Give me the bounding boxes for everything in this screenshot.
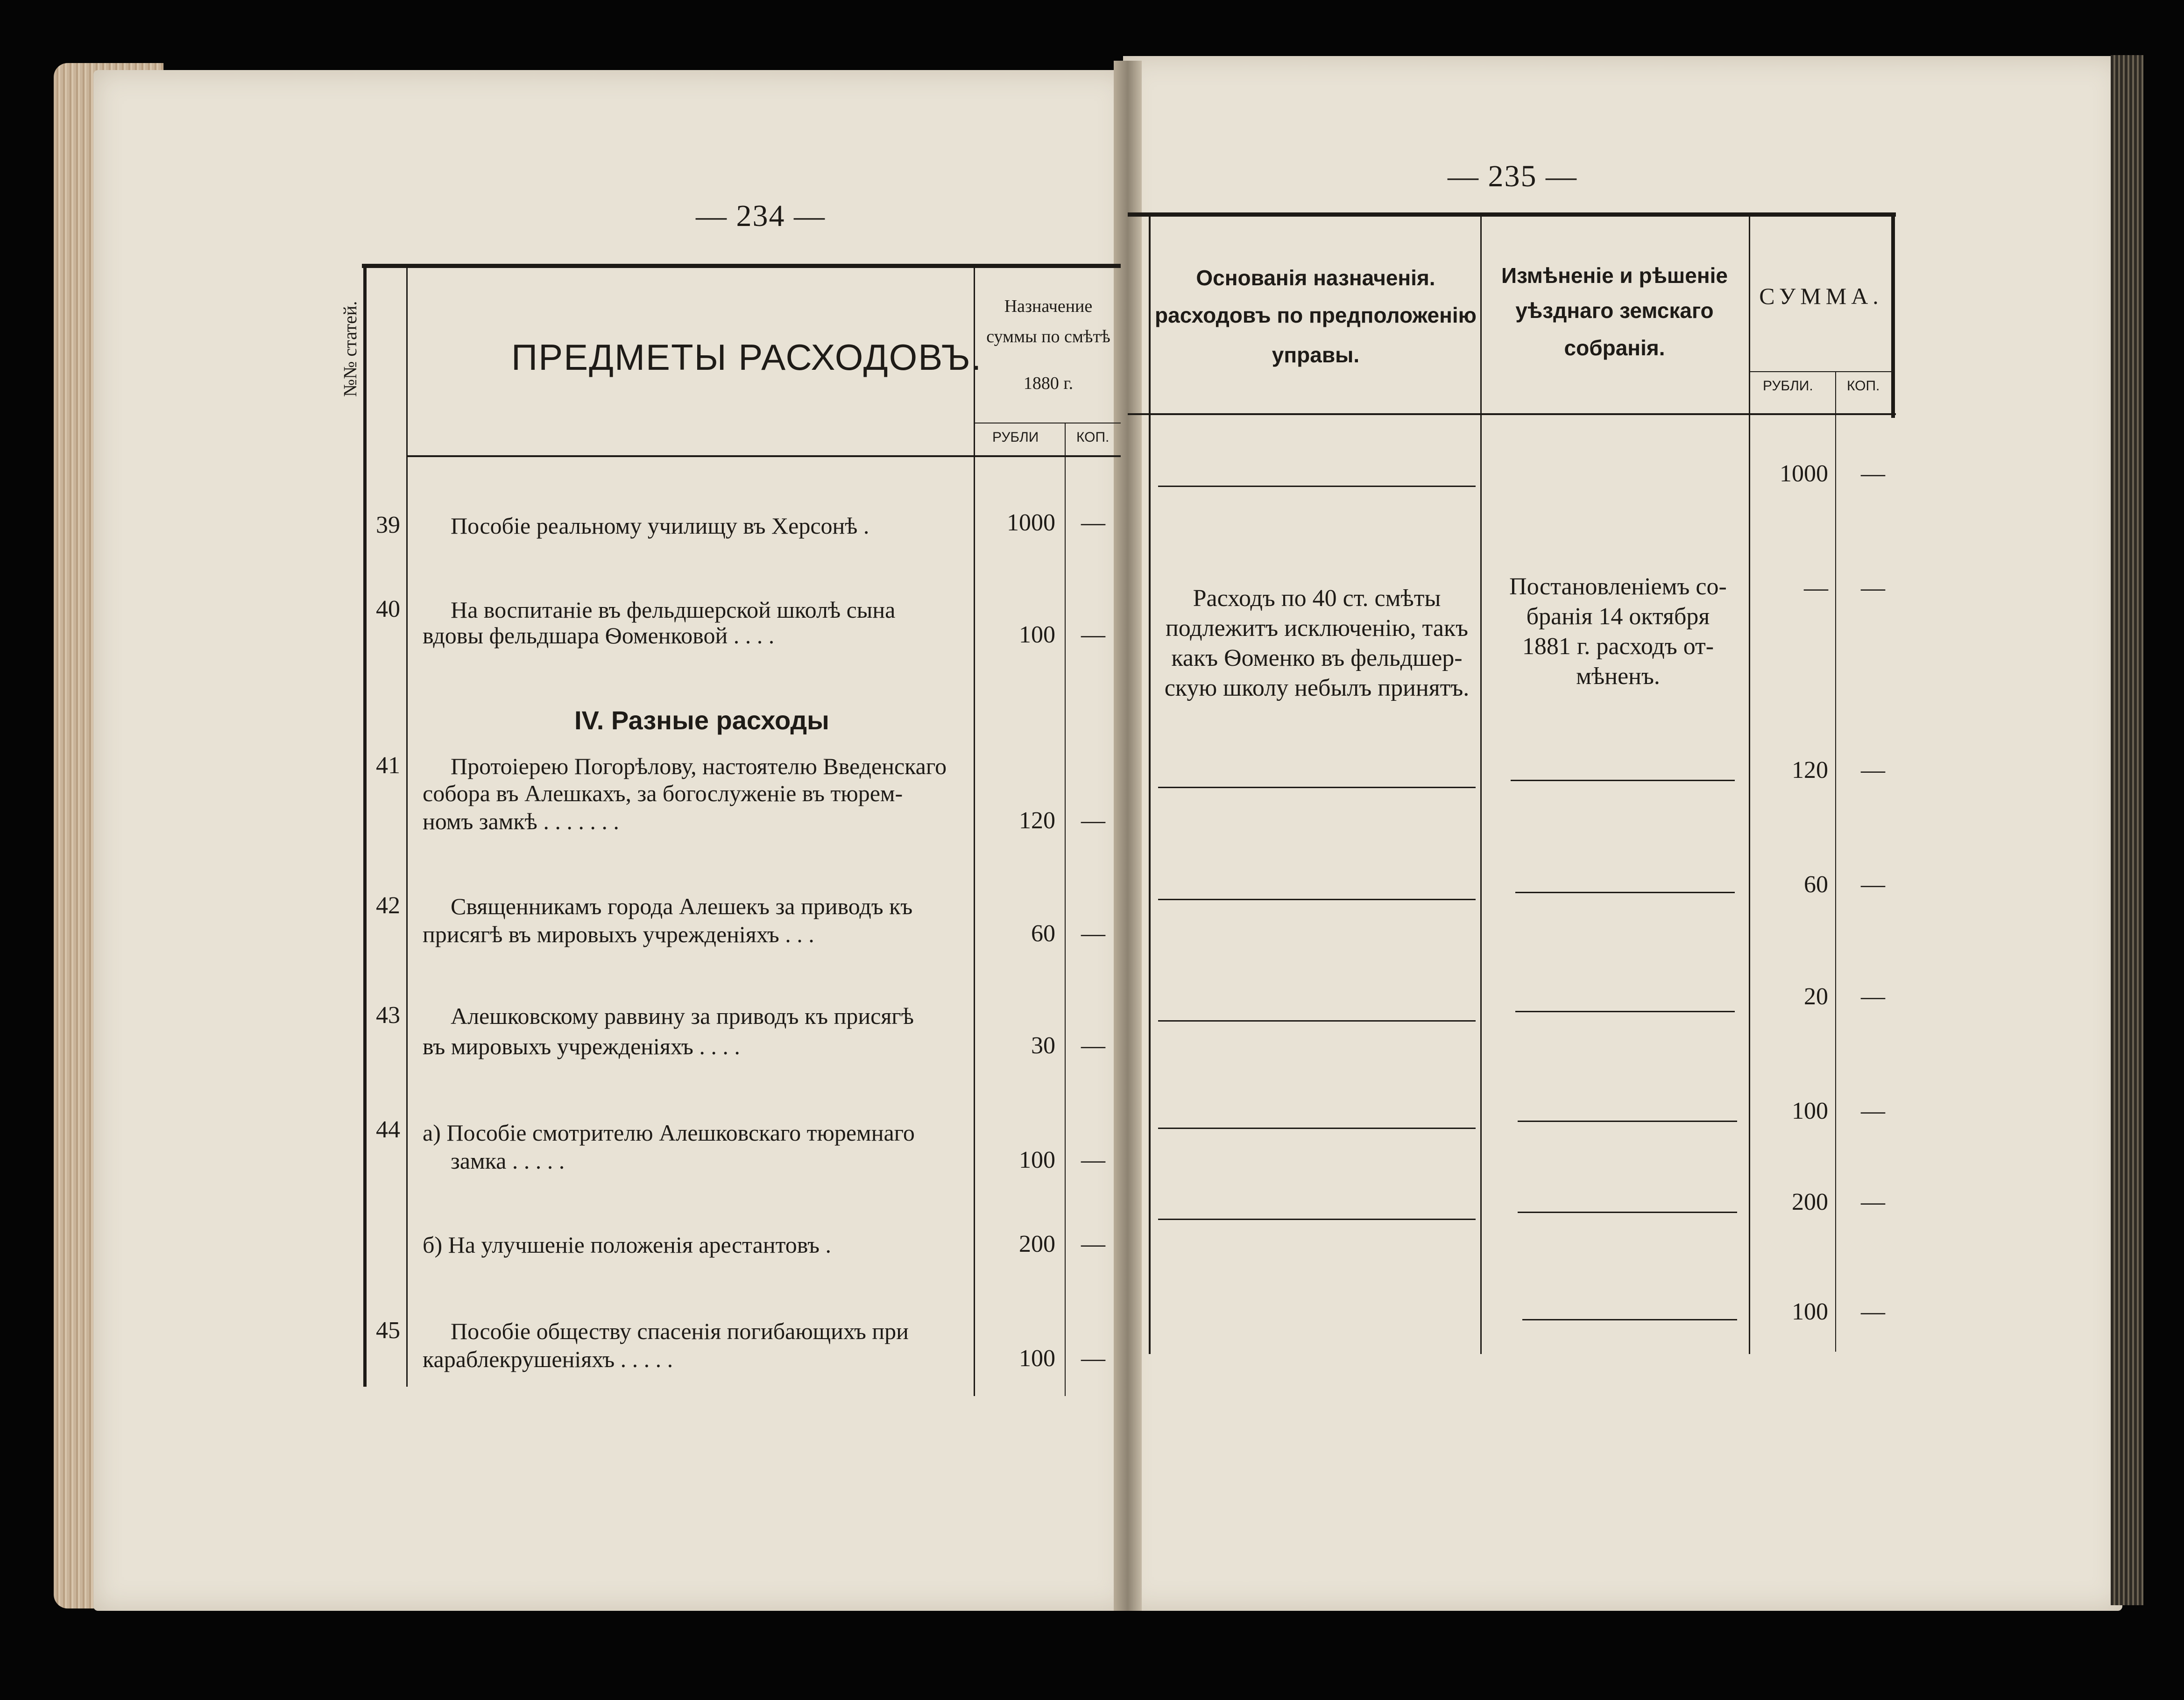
row-41-text-line1: Протоіерею Погорѣлову, настоятелю Введенскаго: [451, 753, 947, 779]
sum-row-2-kopeks: —: [1861, 575, 1885, 601]
row-44a-text-line1: а) Пособіе смотрителю Алешковскаго тюремнаго: [423, 1120, 915, 1146]
row-43-text-line2: въ мировыхъ учрежденіяхъ . . . .: [423, 1033, 740, 1059]
right-row-rule-6: [1158, 1219, 1476, 1220]
left-header-bottom-rule: [406, 455, 1121, 457]
sum-row-4-amount: 60: [1804, 871, 1828, 898]
right-col-divider-0: [1149, 215, 1151, 1354]
basis-note-line2: подлежитъ исключенію, такъ: [1165, 615, 1469, 642]
basis-note-line4: скую школу небылъ принятъ.: [1164, 675, 1470, 701]
sum-row-3-kopeks: —: [1861, 757, 1885, 783]
right-header-basis-line1: Основанія назначенія.: [1196, 266, 1435, 290]
row-44a-kopeks: —: [1081, 1147, 1105, 1173]
right-subheader-rule: [1749, 371, 1894, 372]
sum-row-1-kopeks: —: [1861, 460, 1885, 487]
right-header-change-line2: уѣзднаго земскаго: [1515, 298, 1714, 323]
left-table-outer-rule: [363, 266, 367, 1387]
row-42-amount: 60: [1031, 920, 1055, 947]
right-row-rule-3: [1158, 899, 1476, 900]
change-note-line4: мѣненъ.: [1576, 663, 1660, 690]
row-45-kopeks: —: [1081, 1345, 1105, 1372]
row-44a-text-line2: замка . . . . .: [451, 1148, 565, 1174]
row-39-amount: 1000: [1007, 509, 1055, 536]
left-col-divider-1: [406, 266, 408, 1387]
right-row-rule-4: [1158, 1020, 1476, 1022]
right-basis-note: [1158, 584, 1476, 703]
left-header-kopeks: КОП.: [1076, 430, 1110, 445]
right-row-rule-1: [1158, 486, 1476, 487]
row-41-text-line3: номъ замкѣ . . . . . . .: [423, 808, 619, 834]
change-note-line3: 1881 г. расходъ от-: [1522, 633, 1714, 660]
sum-row-5-kopeks: —: [1861, 983, 1885, 1010]
right-table-top-rule: [1128, 212, 1896, 217]
right-row-rule-3b: [1515, 892, 1735, 893]
sum-row-1-amount: 1000: [1780, 460, 1828, 487]
left-header-number-label: №№ статей.: [339, 301, 360, 397]
row-41-number: 41: [376, 752, 400, 779]
right-row-rule-2: [1158, 787, 1476, 788]
change-note-line1: Постановленіемъ со-: [1509, 573, 1727, 600]
sum-row-6-amount: 100: [1792, 1098, 1828, 1124]
basis-note-line3: какъ Ѳоменко въ фельдшер-: [1171, 645, 1463, 671]
right-header-change-line1: Измѣненіе и рѣшеніе: [1501, 263, 1728, 288]
left-page-number: — 234 —: [696, 199, 826, 233]
left-header-rubles: РУБЛИ: [992, 430, 1039, 445]
row-45-number: 45: [376, 1317, 400, 1344]
left-table-top-rule: [362, 264, 1121, 268]
row-39-text-line1: Пособіе реальному училищу въ Херсонѣ .: [451, 513, 869, 539]
row-40-number: 40: [376, 596, 400, 622]
left-header-budget-line2: суммы по смѣтѣ: [986, 327, 1110, 346]
right-col-divider-3: [1835, 371, 1836, 1352]
row-41-text-line2: собора въ Алешкахъ, за богослуженіе въ тюрем-: [423, 780, 903, 806]
row-44b-text-line1: б) На улучшеніе положенія арестантовъ .: [423, 1232, 831, 1258]
change-note-line2: бранія 14 октября: [1526, 603, 1710, 630]
right-page-number: — 235 —: [1448, 159, 1577, 193]
sum-row-2-amount: —: [1804, 575, 1828, 601]
sum-row-5-amount: 20: [1804, 983, 1828, 1010]
right-table-outer-rule: [1891, 212, 1895, 418]
row-40-kopeks: —: [1081, 621, 1105, 648]
book-cover-edge: [2111, 55, 2143, 1605]
right-header-basis-line2: расходовъ по предположенію: [1155, 303, 1477, 327]
sum-row-8-amount: 100: [1792, 1298, 1828, 1325]
row-43-text-line1: Алешковскому раввину за приводъ къ присягѣ: [451, 1003, 914, 1029]
right-header-basis-line3: управы.: [1272, 343, 1360, 367]
row-44b-amount: 200: [1019, 1231, 1055, 1257]
sum-row-7-kopeks: —: [1861, 1189, 1885, 1215]
left-page: [93, 70, 1128, 1611]
row-42-kopeks: —: [1081, 920, 1105, 947]
row-45-text-line2: караблекрушеніяхъ . . . . .: [423, 1346, 673, 1372]
row-40-text-line1: На воспитаніе въ фельдшерской школѣ сына: [451, 597, 896, 623]
sum-row-3-amount: 120: [1792, 757, 1828, 783]
row-42-number: 42: [376, 892, 400, 919]
row-44-number: 44: [376, 1116, 400, 1143]
sum-row-6-kopeks: —: [1861, 1098, 1885, 1124]
basis-note-line1: Расходъ по 40 ст. смѣты: [1193, 585, 1441, 612]
sum-row-7-amount: 200: [1792, 1189, 1828, 1215]
row-43-number: 43: [376, 1002, 400, 1029]
sum-row-8-kopeks: —: [1861, 1298, 1885, 1325]
left-header-budget-line3: 1880 г.: [1023, 374, 1074, 393]
right-change-note: [1487, 572, 1749, 691]
row-39-kopeks: —: [1081, 509, 1105, 536]
row-45-amount: 100: [1019, 1345, 1055, 1372]
row-43-kopeks: —: [1081, 1032, 1105, 1059]
row-41-amount: 120: [1019, 807, 1055, 834]
right-row-rule-2b: [1511, 780, 1735, 781]
right-row-rule-5: [1158, 1128, 1476, 1129]
section-title: IV. Разные расходы: [574, 705, 829, 735]
row-44a-amount: 100: [1019, 1147, 1055, 1173]
right-header-bottom-rule: [1128, 413, 1896, 415]
row-43-amount: 30: [1031, 1032, 1055, 1059]
left-header-budget-line1: Назначение: [1004, 296, 1093, 316]
right-col-divider-2: [1749, 215, 1750, 1354]
row-41-kopeks: —: [1081, 807, 1105, 834]
row-42-text-line2: присягѣ въ мировыхъ учрежденіяхъ . . .: [423, 921, 814, 947]
left-header-items: ПРЕДМЕТЫ РАСХОДОВЪ.: [511, 337, 982, 378]
row-40-text-line2: вдовы фельдшара Ѳоменковой . . . .: [423, 622, 775, 649]
right-header-kopeks: КОП.: [1847, 378, 1880, 394]
right-header-change-line3: собранія.: [1564, 336, 1665, 360]
right-row-rule-5b: [1518, 1121, 1737, 1122]
row-44b-kopeks: —: [1081, 1231, 1105, 1257]
row-40-amount: 100: [1019, 621, 1055, 648]
row-39-number: 39: [376, 512, 400, 538]
sum-row-4-kopeks: —: [1861, 871, 1885, 898]
right-header-sum: СУММА.: [1759, 283, 1883, 309]
right-row-rule-7b: [1522, 1319, 1737, 1320]
right-header-rubles: РУБЛИ.: [1763, 378, 1813, 394]
right-row-rule-4b: [1515, 1011, 1735, 1012]
right-col-divider-1: [1480, 215, 1482, 1354]
row-42-text-line1: Священникамъ города Алешекъ за приводъ къ: [451, 893, 913, 919]
right-row-rule-6b: [1518, 1212, 1737, 1213]
row-45-text-line1: Пособіе обществу спасенія погибающихъ при: [451, 1318, 909, 1344]
left-col-divider-3: [1065, 423, 1066, 1396]
